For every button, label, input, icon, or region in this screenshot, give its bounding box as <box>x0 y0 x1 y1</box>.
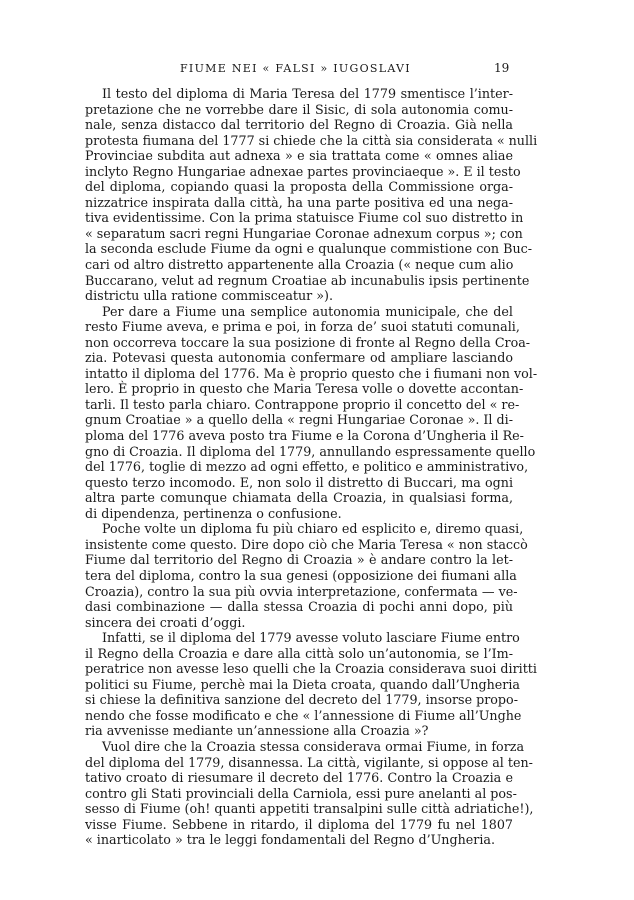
text-line: gnum Croatiae » a quello della « regni Hungariae Coronae ». Il di- <box>85 412 513 428</box>
text-line: altra parte comunque chiamata della Croazia, in qualsiasi forma, <box>85 490 513 506</box>
text-line: « separatum sacri regni Hungariae Coronae adnexum corpus »; con <box>85 225 523 241</box>
text-line: Provinciae subdita aut adnexa » e sia trattata come « omnes aliae <box>85 148 513 164</box>
text-line: del 1776, toglie di mezzo ad ogni effetto, e politico e amministrativo, <box>85 459 529 475</box>
body-text <box>85 86 538 848</box>
text-line: si chiese la definitiva sanzione del decreto del 1779, insorse propo- <box>85 692 518 708</box>
text-line: Poche volte un diploma fu più chiaro ed esplicito e, diremo quasi, <box>102 521 524 537</box>
text-line: Vuol dire che la Croazia stessa considerava ormai Fiume, in forza <box>102 738 525 754</box>
text-line: questo terzo incomodo. E, non solo il distretto di Buccari, ma ogni <box>85 474 513 490</box>
text-line: contro gli Stati provinciali della Carniola, essi pure anelanti al pos- <box>85 785 517 801</box>
running-title: FIUME NEI « FALSI » IUGOSLAVI <box>180 62 411 75</box>
text-line: Per dare a Fiume una semplice autonomia municipale, che del <box>102 303 513 319</box>
text-line: protesta fiumana del 1777 si chiede che la città sia considerata « nulli <box>85 132 538 148</box>
text-line: dasi combinazione — dalla stessa Croazia di pochi anni dopo, più <box>85 599 513 615</box>
text-line: il Regno della Croazia e dare alla città solo un’autonomia, se l’Im- <box>85 645 513 661</box>
page-number: 19 <box>494 61 510 75</box>
text-line: la seconda esclude Fiume da ogni e qualunque commistione con Buc- <box>85 241 533 257</box>
text-line: Buccarano, velut ad regnum Croatiae ab incunabulis ipsis pertinente <box>85 272 530 288</box>
text-line: Infatti, se il diploma del 1779 avesse voluto lasciare Fiume entro <box>102 630 520 646</box>
text-line: nendo che fosse modificato e che « l’annessione di Fiume all’Unghe <box>85 707 522 723</box>
text-line: ploma del 1776 aveva posto tra Fiume e la Corona d’Ungheria il Re- <box>85 428 524 444</box>
text-line: ria avvenisse mediante un’annessione alla Croazia »? <box>85 723 429 739</box>
text-line: del diploma, copiando quasi la proposta della Commissione orga- <box>85 179 513 195</box>
text-line: intatto il diploma del 1776. Ma è proprio questo che i fiumani non vol- <box>85 365 538 381</box>
text-line: sesso di Fiume (oh! quanti appetiti transalpini sulle città adriatiche!), <box>85 801 534 817</box>
text-line: insistente come questo. Dire dopo ciò che Maria Teresa « non staccò <box>85 536 528 552</box>
text-line: Fiume dal territorio del Regno di Croazia » è andare contro la let- <box>85 552 513 568</box>
text-line: politici su Fiume, perchè mai la Dieta croata, quando dall’Ungheria <box>85 676 520 692</box>
text-line: inclyto Regno Hungariae adnexae partes provinciaeque ». E il testo <box>85 163 521 179</box>
text-line: Il testo del diploma di Maria Teresa del 1779 smentisce l’inter- <box>102 86 513 101</box>
text-line: resto Fiume aveva, e prima e poi, in forza de’ suoi statuti comunali, <box>85 319 520 335</box>
text-line: del diploma del 1779, disannessa. La città, vigilante, si oppose al ten- <box>85 754 533 770</box>
text-line: pretazione che ne vorrebbe dare il Sisic, di sola autonomia comu- <box>85 101 513 117</box>
text-line: nale, senza distacco dal territorio del Regno di Croazia. Già nella <box>85 117 513 133</box>
text-line: « inarticolato » tra le leggi fondamentali del Regno d’Ungheria. <box>85 832 496 848</box>
text-line: tera del diploma, contro la sua genesi (opposizione dei fiumani alla <box>85 567 517 583</box>
text-line: nizzatrice inspirata dalla città, ha una parte positiva ed una nega- <box>85 194 513 210</box>
text-line: tarli. Il testo parla chiaro. Contrappone proprio il concetto del « re- <box>85 396 520 412</box>
text-line: non occorreva toccare la sua posizione di fronte al Regno della Croa- <box>85 334 531 350</box>
text-line: di dipendenza, pertinenza o confusione. <box>85 505 342 521</box>
text-line: lero. È proprio in questo che Maria Teresa volle o dovette accontan- <box>85 381 524 397</box>
text-line: tativo croato di riesumare il decreto del 1776. Contro la Croazia e <box>85 770 513 786</box>
text-line: peratrice non avesse leso quelli che la Croazia considerava suoi diritti <box>85 661 537 677</box>
text-line: sincera dei croati d’oggi. <box>85 614 246 630</box>
text-line: cari od altro distretto appartenente alla Croazia (« neque cum alio <box>85 257 514 273</box>
text-line: gno di Croazia. Il diploma del 1779, annullando espressamente quello <box>85 443 536 459</box>
text-line: districtu ulla ratione commisceatur »). <box>85 288 334 304</box>
text-line: tiva evidentissime. Con la prima statuisce Fiume col suo distretto in <box>85 210 524 226</box>
text-line: zia. Potevasi questa autonomia confermare od ampliare lasciando <box>85 350 513 366</box>
text-line: visse Fiume. Sebbene in ritardo, il diploma del 1779 fu nel 1807 <box>85 816 513 832</box>
text-line: Croazia), contro la sua più ovvia interpretazione, confermata — ve- <box>85 583 518 599</box>
